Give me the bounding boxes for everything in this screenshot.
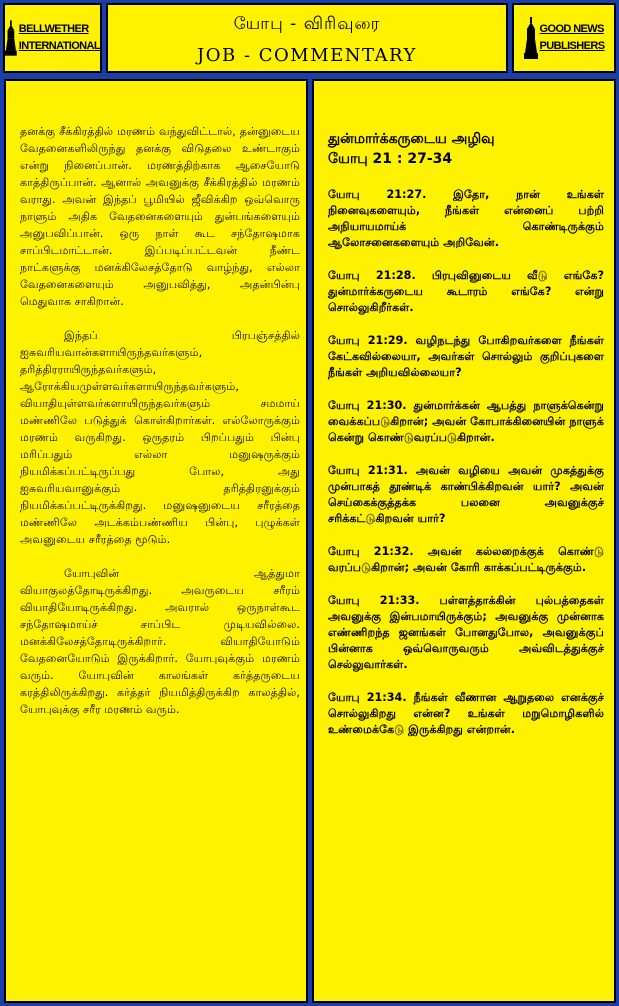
publisher-logo-right <box>512 3 616 73</box>
title-english: JOB - COMMENTARY <box>197 45 417 66</box>
logo-right-text: GOOD NEWS PUBLISHERS <box>539 23 605 52</box>
commentary-paragraph: இந்தப் பிரபஞ்சத்தில் ஐசுவரியவான்களாயிருந்தவர்களும், தரித்திரராயிருந்தவர்களும், ஆரோக்கியமுள்ளவர்களாயிருந்தவர்களும், வியாதியுள்ளவர்களாயிருந்தவர்களும் சமமாய் மண்ணிலே படுத்துக் கொள்கிறார்கள். எல்லோருக்கும் மரணம் வருகிறது. ஒருதரம் பிறப்பதும் பின்பு மரிப்பதும் எல்லா மனுஷருக்கும் நியமிக்கப்பட்டிருப்பது போல, அது ஐசுவரியவானுக்கும் தரித்திரனுக்கும் நியமிக்கப்பட்டிருக்கிறது. மனுஷனுடைய சரீரத்தை மண்ணிலே அடக்கம்பண்ணிய பின்பு, புழுக்கள் அவனுடைய சரீரத்தை மூடும். <box>20 329 300 546</box>
verse: யோபு 21:31. அவன் வழியை அவன் முகத்துக்கு முன்பாகத் தூண்டிக் காண்பிக்கிறவன் யார்? அவன் செய்கைக்குத்தக்க பலனை அவனுக்குச் சரிக்கட்டுகிறவன் யார்? <box>328 464 604 525</box>
verse: யோபு 21:29. வழிநடந்து போகிறவர்களை நீங்கள் கேட்கவில்லையா, அவர்கள் சொல்லும் குறிப்புகளை நீங்கள் அறியவில்லையா? <box>328 334 604 379</box>
logo-left-text: BELLWETHER INTERNATIONAL <box>18 23 100 52</box>
verse: யோபு 21:32. அவன் கல்லறைக்குக் கொண்டு வரப்படுகிறான்; அவன் கோரி காக்கப்பட்டிருக்கும். <box>328 545 604 574</box>
page-title <box>106 3 508 73</box>
bell-tower-icon <box>524 17 538 59</box>
left-column <box>4 79 308 1003</box>
title-tamil: யோபு - விரிவுரை <box>233 14 381 34</box>
scripture-section <box>328 129 604 755</box>
section-heading-reference: யோபு 21 : 27-34 <box>328 151 453 167</box>
commentary-text <box>20 123 300 735</box>
verse: யோபு 21:27. இதோ, நான் உங்கள் நினைவுகளையும், நீங்கள் என்னைப் பற்றி அநியாயமாய்க் கொண்டிருக்கும் ஆலோசனைகளையும் அறிவேன். <box>328 188 604 249</box>
verse: யோபு 21:33. பள்ளத்தாக்கின் புல்பத்தைகள் அவனுக்கு இன்பமாயிருக்கும்; அவனுக்கு முன்னாக எண்ணிறந்த ஜனங்கள் போனதுபோல, அவனுக்குப் பின்னாக ஒவ்வொருவரும் அவ்விடத்துக்குச் செல்லுவார்கள். <box>328 594 604 671</box>
commentary-paragraph: யோபுவின் ஆத்துமா வியாகுலத்தோடிருக்கிறது. அவருடைய சரீரம் வியாதியோடிருக்கிறது. அவரால் ஒருநாள்கூட சந்தோஷமாய்ச் சாப்பிட முடியவில்லை. மனக்கிலேசத்தோடிருக்கிறார். வியாதியோடும் வேதனையோடும் இருக்கிறார். யோபுவுக்கும் மரணம் வரும். யோபுவின் காலங்கள் கர்த்தருடைய கரத்திலிருக்கிறது. கர்த்தர் நியமித்திருக்கிற காலத்தில், யோபுவுக்கு சரீர மரணம் வரும். <box>20 567 300 716</box>
verse: யோபு 21:34. நீங்கள் வீணான ஆறுதலை எனக்குச் சொல்லுகிறது என்ன? உங்கள் மறுமொழிகளில் உண்மைக்கேடு இருக்கிறது என்றான். <box>328 691 604 736</box>
verse: யோபு 21:28. பிரபுவினுடைய வீடு எங்கே? துன்மார்க்கருடைய கூடாரம் எங்கே? என்று சொல்லுகிறீர்கள். <box>328 269 604 314</box>
section-heading <box>328 129 604 169</box>
verse: யோபு 21:30. துன்மார்க்கன் ஆபத்து நாளுக்கென்று வைக்கப்படுகிறான்; அவன் கோபாக்கினையின் நாளுக் கென்று கொண்டுவரப்படுகிறான். <box>328 399 604 444</box>
right-column <box>312 79 616 1003</box>
bell-tower-icon <box>5 17 17 59</box>
commentary-paragraph: தனக்கு சீக்கிரத்தில் மரணம் வந்துவிட்டால், தன்னுடைய வேதனைகளிலிருந்து தனக்கு விடுதலை உண்டாகும் என்று நினைப்பான். மரணத்திற்காக ஆசையோடு காத்திருப்பான். ஆனால் அவனுக்கு சீக்கிரத்தில் மரணம் வராது. அவன் இந்தப் பூமியில் ஜீவிக்கிற ஒவ்வொரு நாளும் அதிக வேதனைகளையும் துன்பங்களையும் அனுபவிப்பான். ஒரு நாள் கூட சந்தோஷமாக சாப்பிடமாட்டான். இப்படிப்பட்டவன் நீண்ட நாட்களுக்கு மனக்கிலேசத்தோடு வாழ்ந்து, எல்லா வேதனைகளையும் அனுபவித்து, அதன்பின்பு மெதுவாக சாகிறான். <box>20 125 300 308</box>
publisher-logo-left <box>3 3 102 73</box>
section-heading-title: துன்மார்க்கருடைய அழிவு <box>328 131 495 147</box>
